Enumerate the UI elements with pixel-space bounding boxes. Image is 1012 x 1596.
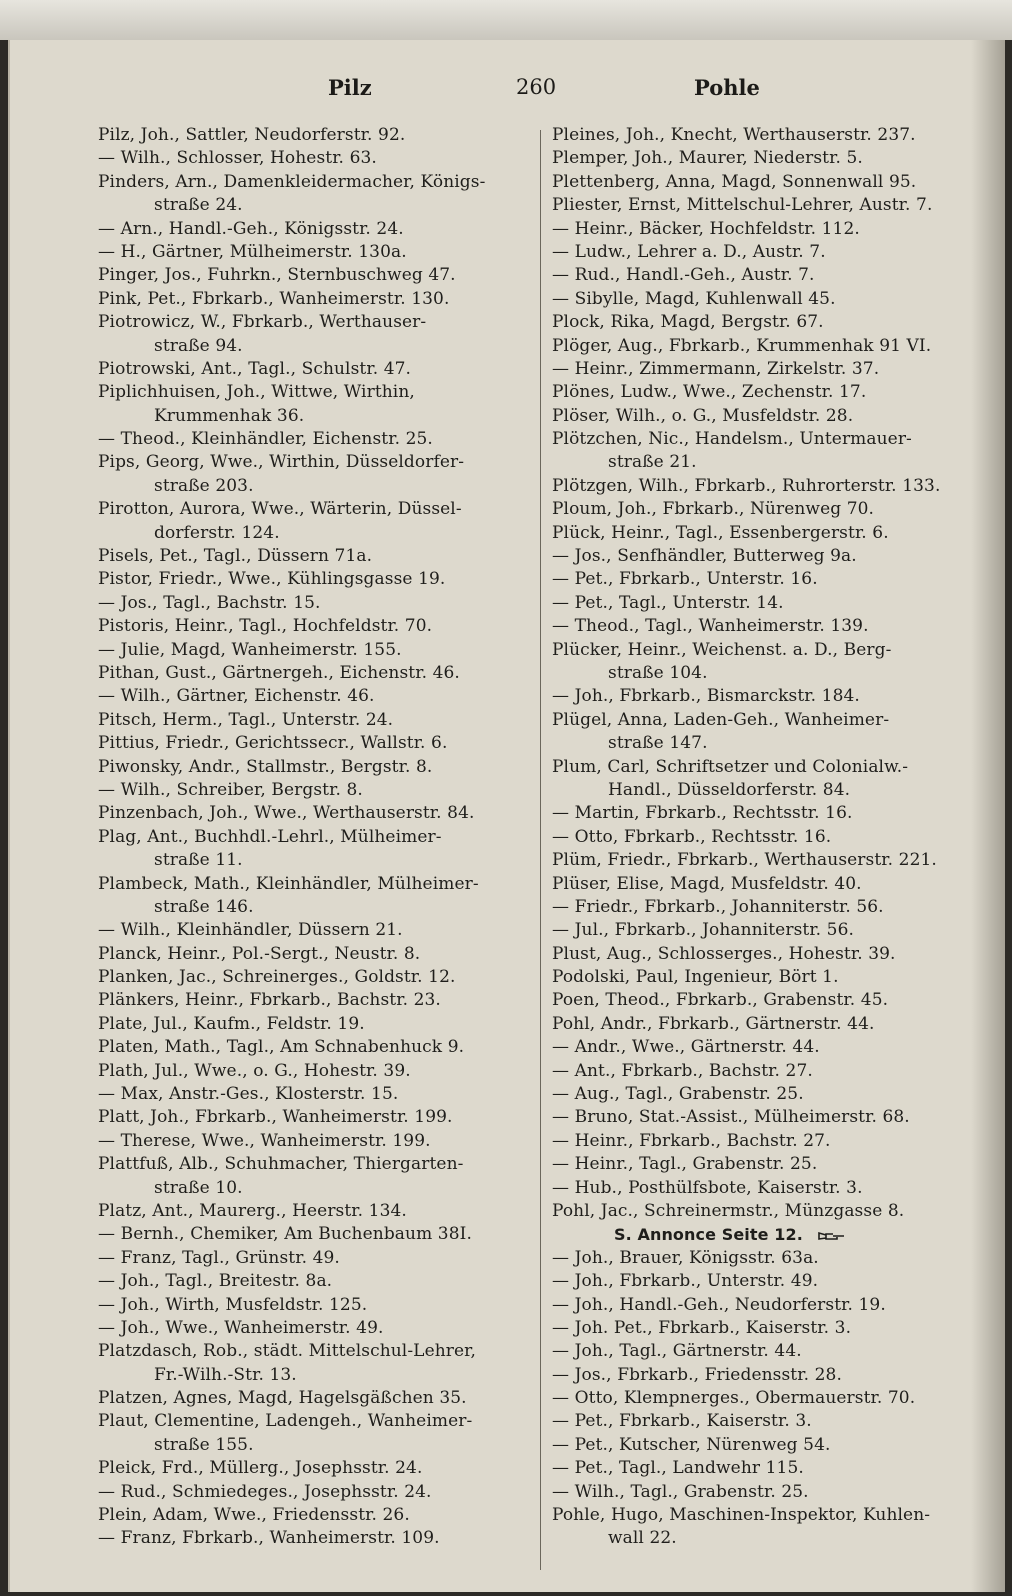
entry-continuation: straße 94.	[154, 335, 243, 356]
directory-entry: — Theod., Kleinhändler, Eichenstr. 25.	[98, 429, 433, 450]
directory-entry: — Pet., Tagl., Unterstr. 14.	[552, 592, 784, 613]
pointing-hand-icon	[817, 1231, 845, 1241]
directory-entry: — Wilh., Gärtner, Eichenstr. 46.	[98, 686, 375, 707]
directory-entry: — Otto, Klempnerges., Obermauerstr. 70.	[552, 1388, 916, 1409]
directory-entry: Platen, Math., Tagl., Am Schnabenhuck 9.	[98, 1037, 465, 1058]
directory-entry: Plück, Heinr., Tagl., Essenbergerstr. 6.	[552, 522, 889, 543]
directory-entry: — Heinr., Fbrkarb., Bachstr. 27.	[552, 1130, 831, 1151]
scan-top-edge	[0, 0, 1012, 40]
directory-entry: Plattfuß, Alb., Schuhmacher, Thiergarten-	[98, 1154, 464, 1175]
directory-entry: Plötzchen, Nic., Handelsm., Untermauer-	[552, 429, 912, 450]
directory-entry: Plaut, Clementine, Ladengeh., Wanheimer-	[98, 1411, 473, 1432]
directory-entry: — Heinr., Tagl., Grabenstr. 25.	[552, 1154, 818, 1175]
directory-entry: Plöser, Wilh., o. G., Musfeldstr. 28.	[552, 405, 854, 426]
directory-entry: — Bruno, Stat.-Assist., Mülheimerstr. 68.	[552, 1107, 910, 1128]
directory-entry: — Pet., Fbrkarb., Unterstr. 16.	[552, 569, 818, 590]
directory-entry: Plum, Carl, Schriftsetzer und Colonialw.-	[552, 756, 909, 777]
entry-continuation: Krummenhak 36.	[154, 405, 305, 426]
directory-entry: Pinzenbach, Joh., Wwe., Werthauserstr. 84.	[98, 803, 475, 824]
entry-continuation: wall 22.	[608, 1528, 677, 1549]
directory-entry: — Jos., Tagl., Bachstr. 15.	[98, 592, 321, 613]
header-last-name: Pohle	[694, 75, 760, 100]
entry-continuation: straße 203.	[154, 475, 254, 496]
directory-entry: Plein, Adam, Wwe., Friedensstr. 26.	[98, 1505, 410, 1526]
directory-entry: Platzdasch, Rob., städt. Mittelschul-Lehrer,	[98, 1341, 477, 1362]
directory-entry: — Joh., Brauer, Königsstr. 63a.	[552, 1247, 819, 1268]
directory-entry: Pink, Pet., Fbrkarb., Wanheimerstr. 130.	[98, 288, 450, 309]
directory-entry: — Rud., Schmiedeges., Josephsstr. 24.	[98, 1481, 432, 1502]
directory-entry: — Martin, Fbrkarb., Rechtsstr. 16.	[552, 803, 853, 824]
directory-entry: Plock, Rika, Magd, Bergstr. 67.	[552, 312, 824, 333]
directory-entry: — Arn., Handl.-Geh., Königsstr. 24.	[98, 218, 404, 239]
directory-entry: Plüser, Elise, Magd, Musfeldstr. 40.	[552, 873, 862, 894]
directory-entry: — Heinr., Bäcker, Hochfeldstr. 112.	[552, 218, 860, 239]
entry-continuation: Fr.-Wilh.-Str. 13.	[154, 1364, 297, 1385]
page-number: 260	[516, 75, 557, 99]
entry-continuation: straße 11.	[154, 850, 243, 871]
directory-entry: — Hub., Posthülfsbote, Kaiserstr. 3.	[552, 1177, 863, 1198]
entry-continuation: Handl., Düsseldorferstr. 84.	[608, 779, 851, 800]
directory-entry: — Jos., Senfhändler, Butterweg 9a.	[552, 546, 857, 567]
directory-entry: Plath, Jul., Wwe., o. G., Hohestr. 39.	[98, 1060, 411, 1081]
directory-entry: — Joh., Fbrkarb., Bismarckstr. 184.	[552, 686, 860, 707]
directory-entry: — Jul., Fbrkarb., Johanniterstr. 56.	[552, 920, 855, 941]
directory-entry: Plate, Jul., Kaufm., Feldstr. 19.	[98, 1013, 365, 1034]
directory-entry: Pinger, Jos., Fuhrkn., Sternbuschweg 47.	[98, 265, 456, 286]
running-header	[8, 75, 1003, 105]
directory-entry: — Wilh., Kleinhändler, Düssern 21.	[98, 920, 403, 941]
directory-entry: Pilz, Joh., Sattler, Neudorferstr. 92.	[98, 125, 406, 145]
directory-entry: — Andr., Wwe., Gärtnerstr. 44.	[552, 1037, 820, 1058]
directory-entry: — Joh., Tagl., Breitestr. 8a.	[98, 1271, 333, 1292]
directory-entry: Pinders, Arn., Damenkleidermacher, Königs-	[98, 171, 486, 192]
directory-entry: Plügel, Anna, Laden-Geh., Wanheimer-	[552, 709, 890, 730]
directory-entry: Pisels, Pet., Tagl., Düssern 71a.	[98, 546, 373, 567]
directory-entry: — Pet., Tagl., Landwehr 115.	[552, 1458, 804, 1479]
directory-entry: — H., Gärtner, Mülheimerstr. 130a.	[98, 241, 407, 262]
directory-entry: — Aug., Tagl., Grabenstr. 25.	[552, 1084, 804, 1105]
directory-entry: Poen, Theod., Fbrkarb., Grabenstr. 45.	[552, 990, 889, 1011]
directory-entry: Plänkers, Heinr., Fbrkarb., Bachstr. 23.	[98, 990, 441, 1011]
directory-entry: Piplichhuisen, Joh., Wittwe, Wirthin,	[98, 382, 415, 403]
directory-entry: Pistor, Friedr., Wwe., Kühlingsgasse 19.	[98, 569, 446, 590]
header-first-name: Pilz	[328, 75, 372, 100]
directory-entry: Plötzgen, Wilh., Fbrkarb., Ruhrorterstr. 133.	[552, 475, 941, 496]
left-column	[98, 124, 530, 1551]
entry-continuation: dorferstr. 124.	[154, 522, 280, 543]
entry-continuation: straße 146.	[154, 896, 254, 917]
directory-entry: — Franz, Tagl., Grünstr. 49.	[98, 1247, 340, 1268]
directory-entry: — Joh. Pet., Fbrkarb., Kaiserstr. 3.	[552, 1317, 852, 1338]
directory-entry: — Max, Anstr.-Ges., Klosterstr. 15.	[98, 1084, 399, 1105]
directory-entry: Platzen, Agnes, Magd, Hagelsgäßchen 35.	[98, 1388, 467, 1409]
directory-entry: — Jos., Fbrkarb., Friedensstr. 28.	[552, 1364, 842, 1385]
directory-entry: Pitsch, Herm., Tagl., Unterstr. 24.	[98, 709, 394, 730]
directory-entry: Pithan, Gust., Gärtnergeh., Eichenstr. 46.	[98, 662, 460, 683]
directory-entry: — Theod., Tagl., Wanheimerstr. 139.	[552, 616, 869, 637]
directory-entry: Plust, Aug., Schlosserges., Hohestr. 39.	[552, 943, 896, 964]
right-column	[552, 124, 982, 1551]
directory-entry: — Joh., Handl.-Geh., Neudorferstr. 19.	[552, 1294, 886, 1315]
entry-continuation: straße 21.	[608, 452, 697, 473]
directory-entry: — Heinr., Zimmermann, Zirkelstr. 37.	[552, 358, 880, 379]
directory-entry: Piwonsky, Andr., Stallmstr., Bergstr. 8.	[98, 756, 433, 777]
directory-entry: Pittius, Friedr., Gerichtssecr., Wallstr. 6.	[98, 733, 448, 754]
directory-entry: — Ant., Fbrkarb., Bachstr. 27.	[552, 1060, 813, 1081]
directory-entry: Pohl, Jac., Schreinermstr., Münzgasse 8.	[552, 1200, 905, 1221]
directory-entry: — Julie, Magd, Wanheimerstr. 155.	[98, 639, 402, 660]
directory-entry: Plücker, Heinr., Weichenst. a. D., Berg-	[552, 639, 892, 660]
directory-entry: — Pet., Fbrkarb., Kaiserstr. 3.	[552, 1411, 812, 1432]
directory-entry: — Friedr., Fbrkarb., Johanniterstr. 56.	[552, 896, 884, 917]
entry-continuation: straße 155.	[154, 1434, 254, 1455]
directory-entry: Pohle, Hugo, Maschinen-Inspektor, Kuhlen-	[552, 1505, 931, 1526]
directory-entry: Platt, Joh., Fbrkarb., Wanheimerstr. 199.	[98, 1107, 453, 1128]
directory-entry: Ploum, Joh., Fbrkarb., Nürenweg 70.	[552, 499, 875, 520]
directory-entry: Pips, Georg, Wwe., Wirthin, Düsseldorfer-	[98, 452, 465, 473]
entry-continuation: straße 10.	[154, 1177, 243, 1198]
directory-entry: — Joh., Fbrkarb., Unterstr. 49.	[552, 1271, 819, 1292]
directory-entry: — Franz, Fbrkarb., Wanheimerstr. 109.	[98, 1528, 440, 1549]
directory-entry: — Therese, Wwe., Wanheimerstr. 199.	[98, 1130, 431, 1151]
directory-entry: Plambeck, Math., Kleinhändler, Mülheimer-	[98, 873, 479, 894]
directory-entry: Pleick, Frd., Müllerg., Josephsstr. 24.	[98, 1458, 423, 1479]
directory-entry: Platz, Ant., Maurerg., Heerstr. 134.	[98, 1200, 407, 1221]
directory-entry: Plüm, Friedr., Fbrkarb., Werthauserstr. 221.	[552, 850, 937, 871]
advertisement-note: S. Annonce Seite 12.	[552, 1223, 982, 1246]
directory-entry: Plettenberg, Anna, Magd, Sonnenwall 95.	[552, 171, 917, 192]
directory-entry: Pliester, Ernst, Mittelschul-Lehrer, Austr. 7.	[552, 195, 933, 216]
directory-entry: — Ludw., Lehrer a. D., Austr. 7.	[552, 241, 826, 262]
directory-entry: — Sibylle, Magd, Kuhlenwall 45.	[552, 288, 836, 309]
directory-entry: — Joh., Wirth, Musfeldstr. 125.	[98, 1294, 368, 1315]
directory-entry: — Wilh., Tagl., Grabenstr. 25.	[552, 1481, 809, 1502]
directory-entry: Plöger, Aug., Fbrkarb., Krummenhak 91 VI.	[552, 335, 932, 356]
directory-entry: Plemper, Joh., Maurer, Niederstr. 5.	[552, 148, 863, 169]
entry-continuation: straße 147.	[608, 733, 708, 754]
directory-entry: Pohl, Andr., Fbrkarb., Gärtnerstr. 44.	[552, 1013, 875, 1034]
directory-entry: — Rud., Handl.-Geh., Austr. 7.	[552, 265, 815, 286]
directory-entry: Pistoris, Heinr., Tagl., Hochfeldstr. 70.	[98, 616, 433, 637]
directory-entry: Pleines, Joh., Knecht, Werthauserstr. 237.	[552, 125, 916, 145]
directory-entry: Pirotton, Aurora, Wwe., Wärterin, Düssel-	[98, 499, 462, 520]
directory-entry: Planken, Jac., Schreinerges., Goldstr. 12.	[98, 967, 456, 988]
entry-continuation: straße 24.	[154, 195, 243, 216]
directory-entry: Plönes, Ludw., Wwe., Zechenstr. 17.	[552, 382, 867, 403]
directory-entry: Piotrowicz, W., Fbrkarb., Werthauser-	[98, 312, 427, 333]
directory-entry: — Pet., Kutscher, Nürenweg 54.	[552, 1434, 831, 1455]
entry-continuation: straße 104.	[608, 662, 708, 683]
directory-entry: Piotrowski, Ant., Tagl., Schulstr. 47.	[98, 358, 412, 379]
directory-entry: — Joh., Wwe., Wanheimerstr. 49.	[98, 1317, 384, 1338]
directory-entry: Plag, Ant., Buchhdl.-Lehrl., Mülheimer-	[98, 826, 442, 847]
directory-entry: — Wilh., Schreiber, Bergstr. 8.	[98, 779, 363, 800]
directory-entry: — Joh., Tagl., Gärtnerstr. 44.	[552, 1341, 802, 1362]
directory-entry: — Bernh., Chemiker, Am Buchenbaum 38I.	[98, 1224, 472, 1245]
column-divider	[540, 130, 541, 1570]
directory-entry: Planck, Heinr., Pol.-Sergt., Neustr. 8.	[98, 943, 421, 964]
directory-entry: — Otto, Fbrkarb., Rechtsstr. 16.	[552, 826, 832, 847]
directory-entry: Podolski, Paul, Ingenieur, Bört 1.	[552, 967, 839, 988]
directory-entry: — Wilh., Schlosser, Hohestr. 63.	[98, 148, 377, 169]
